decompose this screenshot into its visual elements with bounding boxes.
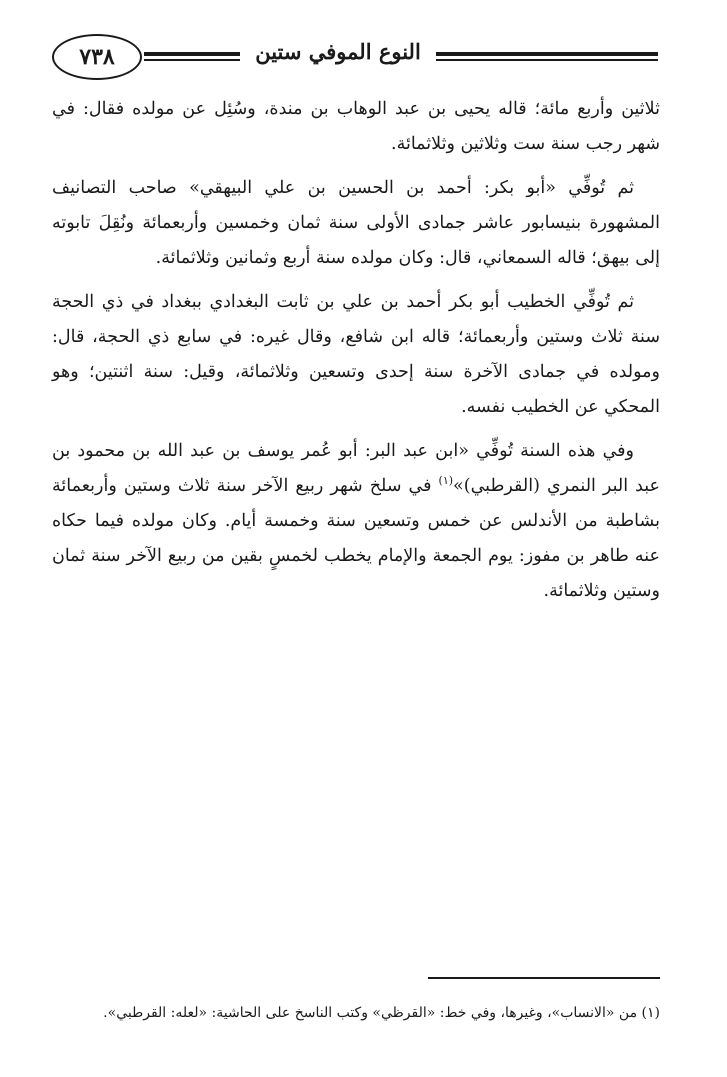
footnote-reference[interactable]: (١)	[438, 474, 454, 488]
paragraph-text-after-ref: في سلخ شهر ربيع الآخر سنة ثلاث وستين وأربعمائة بشاطبة من الأندلس عن خمس وتسعين سنة وخمسة أيام. وكان مولده فيما حكاه عنه طاهر بن مفوز: يوم الجمعة والإمام يخطب لخمسٍ بقين من ربيع الآخر سنة ثمان وستين وثلاثمائة.	[52, 476, 660, 601]
page-number-text: ٧٣٨	[79, 44, 115, 70]
header-rule-left-thin	[144, 59, 240, 61]
running-title: النوع الموفي ستين	[255, 39, 421, 64]
footnote-separator	[428, 977, 660, 979]
paragraph-bayhaqi: ثم تُوفِّي «أبو بكر: أحمد بن الحسين بن علي البيهقي» صاحب التصانيف المشهورة بنيسابور عاشر جمادى الأولى سنة ثمان وخمسين وأربعمائة ونُقِلَ تابوته إلى بيهق؛ قاله السمعاني، قال: وكان مولده سنة أربع وثمانين وثلاثمائة.	[52, 178, 660, 268]
page-number	[52, 34, 142, 80]
page-header	[52, 34, 658, 82]
header-rule-right-thick	[436, 52, 658, 56]
header-rule-right-thin	[436, 59, 658, 61]
paragraph-continuation: ثلاثين وأربع مائة؛ قاله يحيى بن عبد الوهاب بن مندة، وسُئِل عن مولده فقال: في شهر رجب سنة ست وثلاثين وثلاثمائة.	[52, 99, 660, 154]
paragraph-ibn-abd-al-barr	[52, 434, 660, 609]
paragraph-text-before-ref: وفي هذه السنة تُوفِّي «ابن عبد البر: أبو عُمر يوسف بن عبد الله بن محمود بن عبد البر النمري (القرطبي)»	[52, 441, 660, 496]
header-rule-left-thick	[144, 52, 240, 56]
paragraph-khatib: ثم تُوفِّي الخطيب أبو بكر أحمد بن علي بن ثابت البغدادي ببغداد في ذي الحجة سنة ثلاث وستين وأربعمائة؛ قاله ابن شافع، وقال غيره: في سابع ذي الحجة، قال: ومولده في جمادى الآخرة سنة إحدى وتسعين وثلاثمائة، وقيل: سنة اثنتين؛ وهو المحكي عن الخطيب نفسه.	[52, 292, 660, 417]
main-text	[52, 92, 660, 618]
footnote: (١) من «الانساب»، وغيرها، وفي خط: «القرظي» وكتب الناسخ على الحاشية: «لعله: القرطبي».	[103, 1005, 660, 1021]
